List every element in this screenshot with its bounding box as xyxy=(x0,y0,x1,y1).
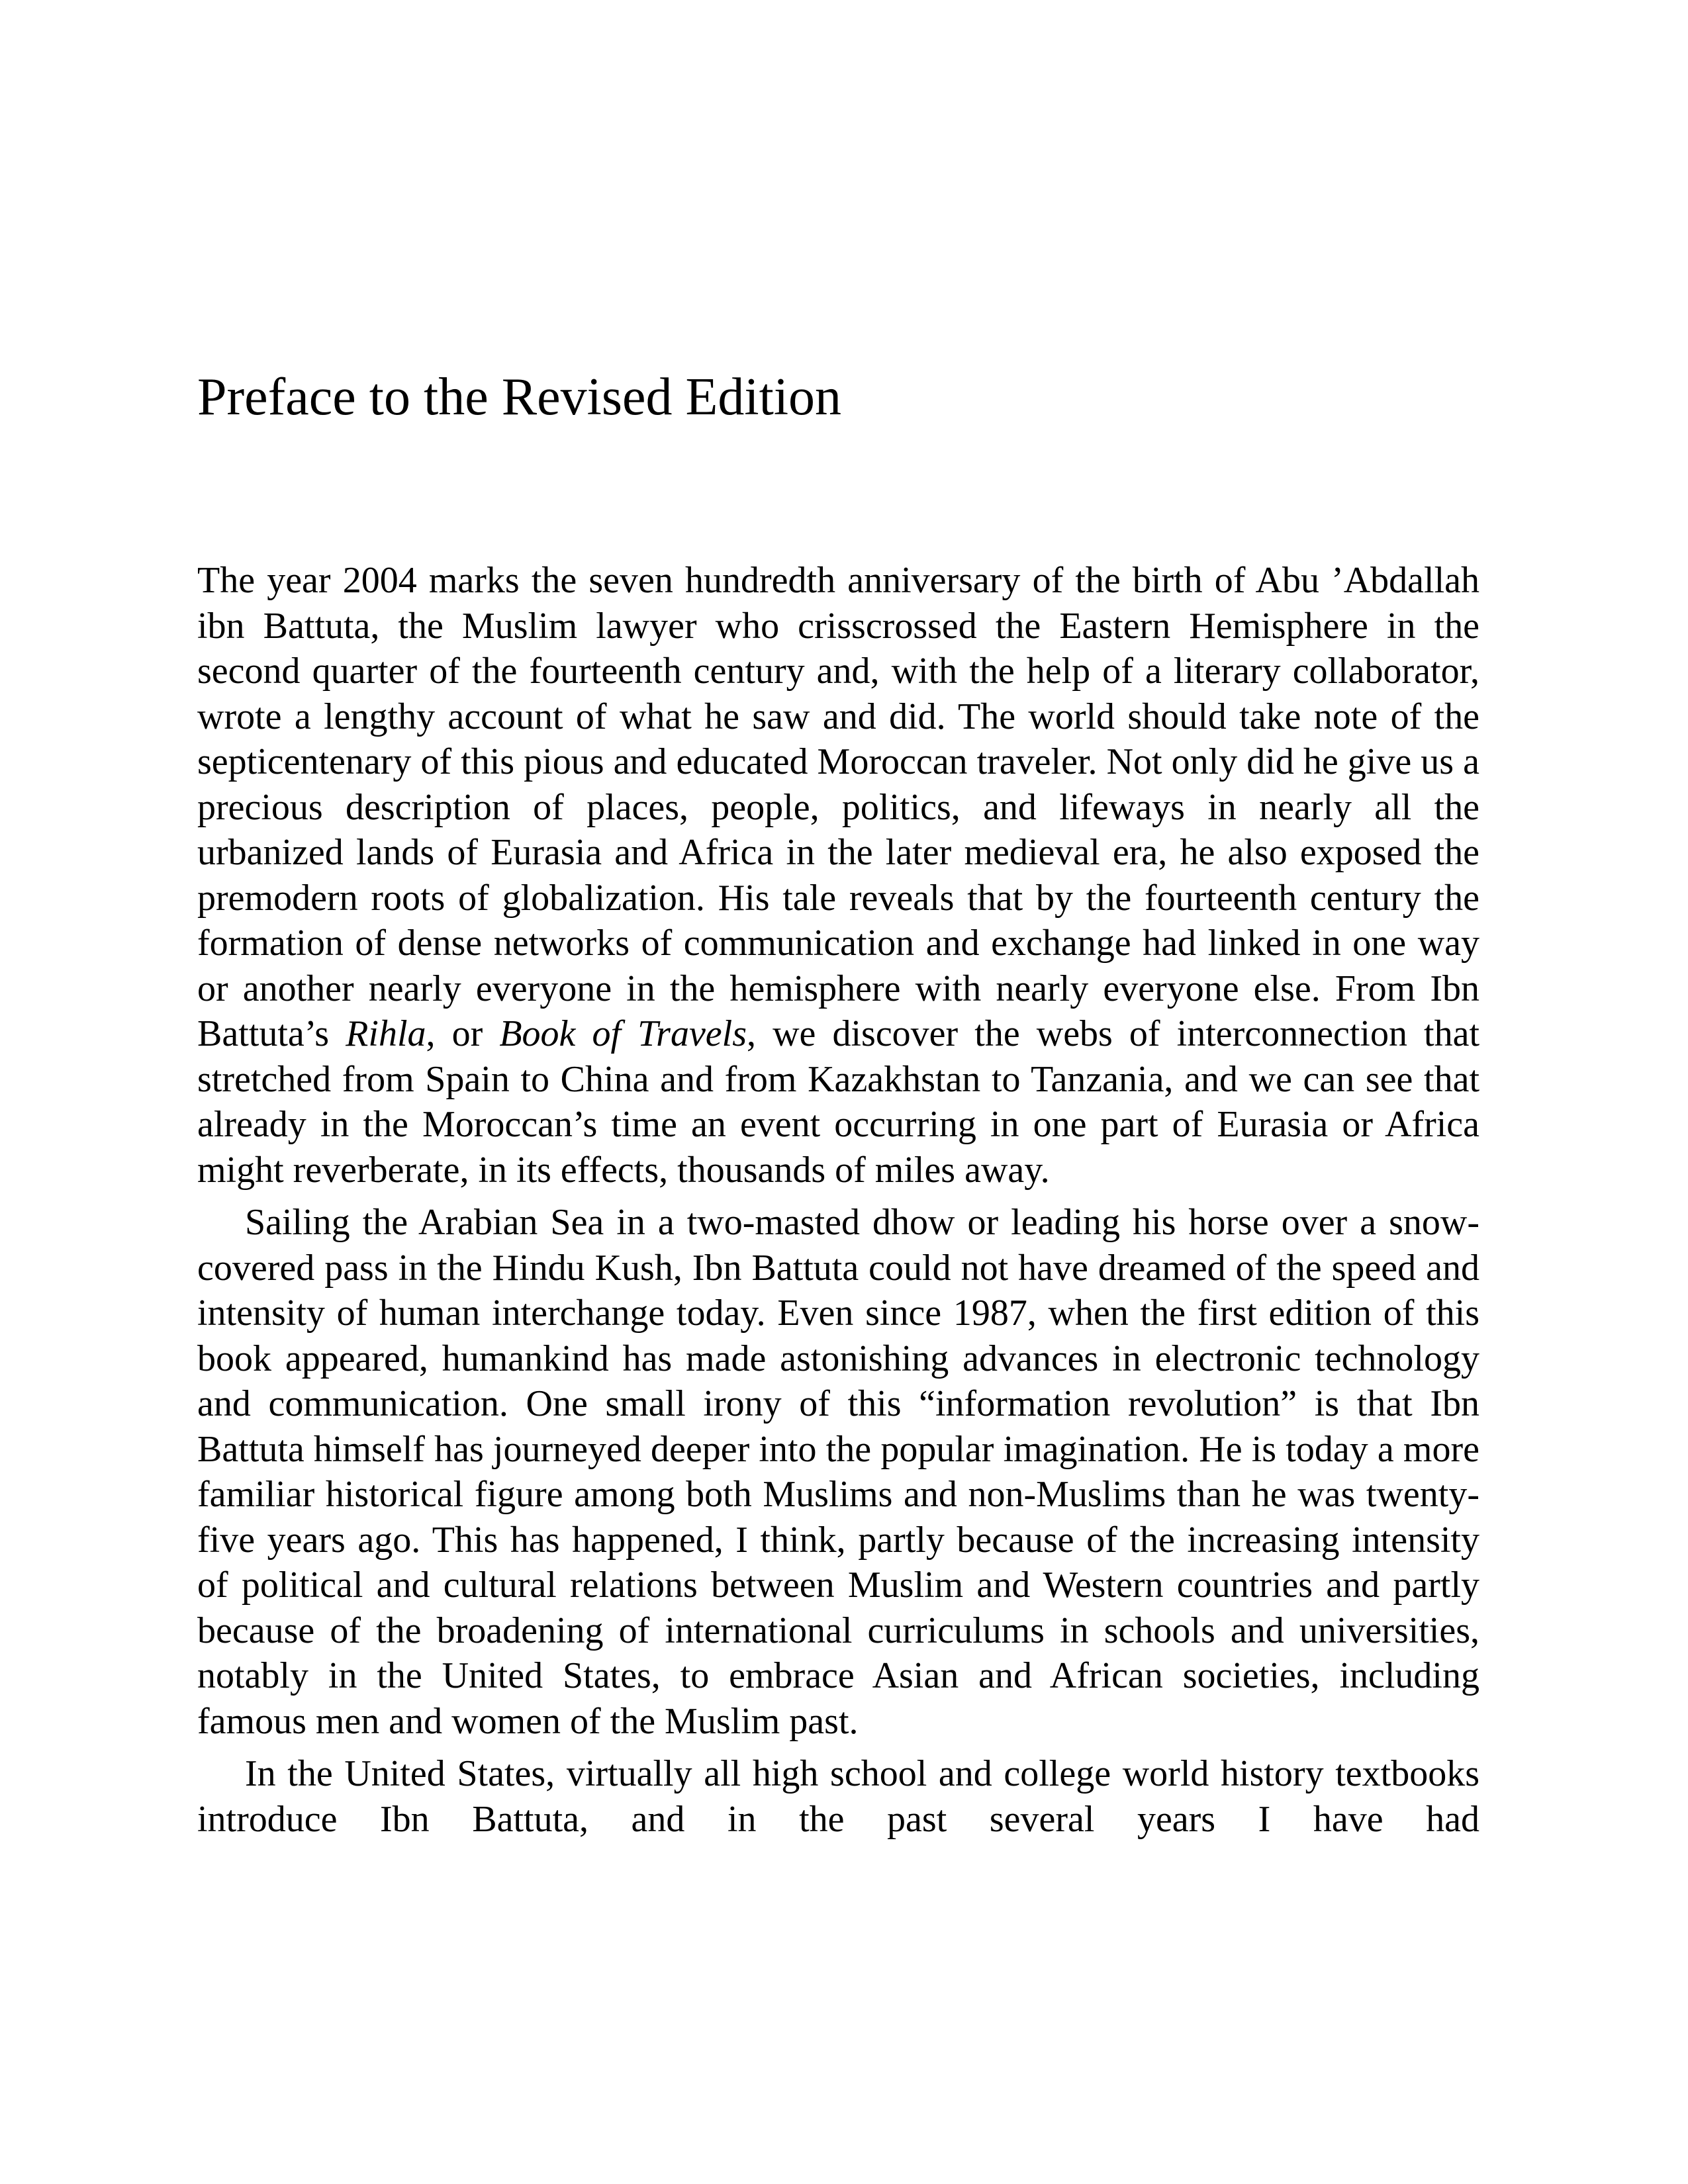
paragraph-1-text-c: , we discover the webs of interconnection that stretched from Spain to China and from Kazakhstan to Tanzania, and we can see that already in the Moroccan’s time an event occurring in one part of Eurasia or Africa might reverberate, in its effects, thousands of miles away. xyxy=(197,1013,1480,1191)
body-text xyxy=(197,558,1479,1842)
paragraph-1-text-a: The year 2004 marks the seven hundredth anniversary of the birth of Abu ’Abdallah ibn Battuta, the Muslim lawyer who crisscrossed the Eastern Hemisphere in the second quarter of the fourteenth century and, with the help of a literary collaborator, wrote a lengthy account of what he saw and did. The world should take note of the septicentenary of this pious and educated Moroccan traveler. Not only did he give us a precious description of places, people, politics, and lifeways in nearly all the urbanized lands of Eurasia and Africa in the later medieval era, he also exposed the premodern roots of globalization. His tale reveals that by the fourteenth century the formation of dense networks of communication and exchange had linked in one way or another nearly everyone in the hemisphere with nearly everyone else. From Ibn Battuta’s xyxy=(197,560,1479,1054)
paragraph-1 xyxy=(197,558,1479,1193)
rihla-title: Rihla xyxy=(346,1013,426,1054)
paragraph-1-text-b: , or xyxy=(426,1013,500,1054)
paragraph-3: In the United States, virtually all high school and college world history textbooks introduce Ibn Battuta, and in the past several years I have had xyxy=(197,1753,1479,1840)
paragraph-2: Sailing the Arabian Sea in a two-masted dhow or leading his horse over a snow-covered pass in the Hindu Kush, Ibn Battuta could not have dreamed of the speed and intensity of human interchange today. Even since 1987, when the first edition of this book appeared, humankind has made astonishing advances in electronic technology and communication. One small irony of this “information revolution” is that Ibn Battuta himself has journeyed deeper into the popular imagination. He is today a more familiar historical figure among both Muslims and non-Muslims than he was twenty-five years ago. This has happened, I think, partly because of the increasing intensity of political and cultural relations between Muslim and Western countries and partly because of the broadening of international curriculums in schools and universities, notably in the United States, to embrace Asian and African societies, including famous men and women of the Muslim past. xyxy=(197,1202,1479,1742)
book-of-travels-title: Book of Travels xyxy=(499,1013,747,1054)
page-title: Preface to the Revised Edition xyxy=(197,368,842,426)
